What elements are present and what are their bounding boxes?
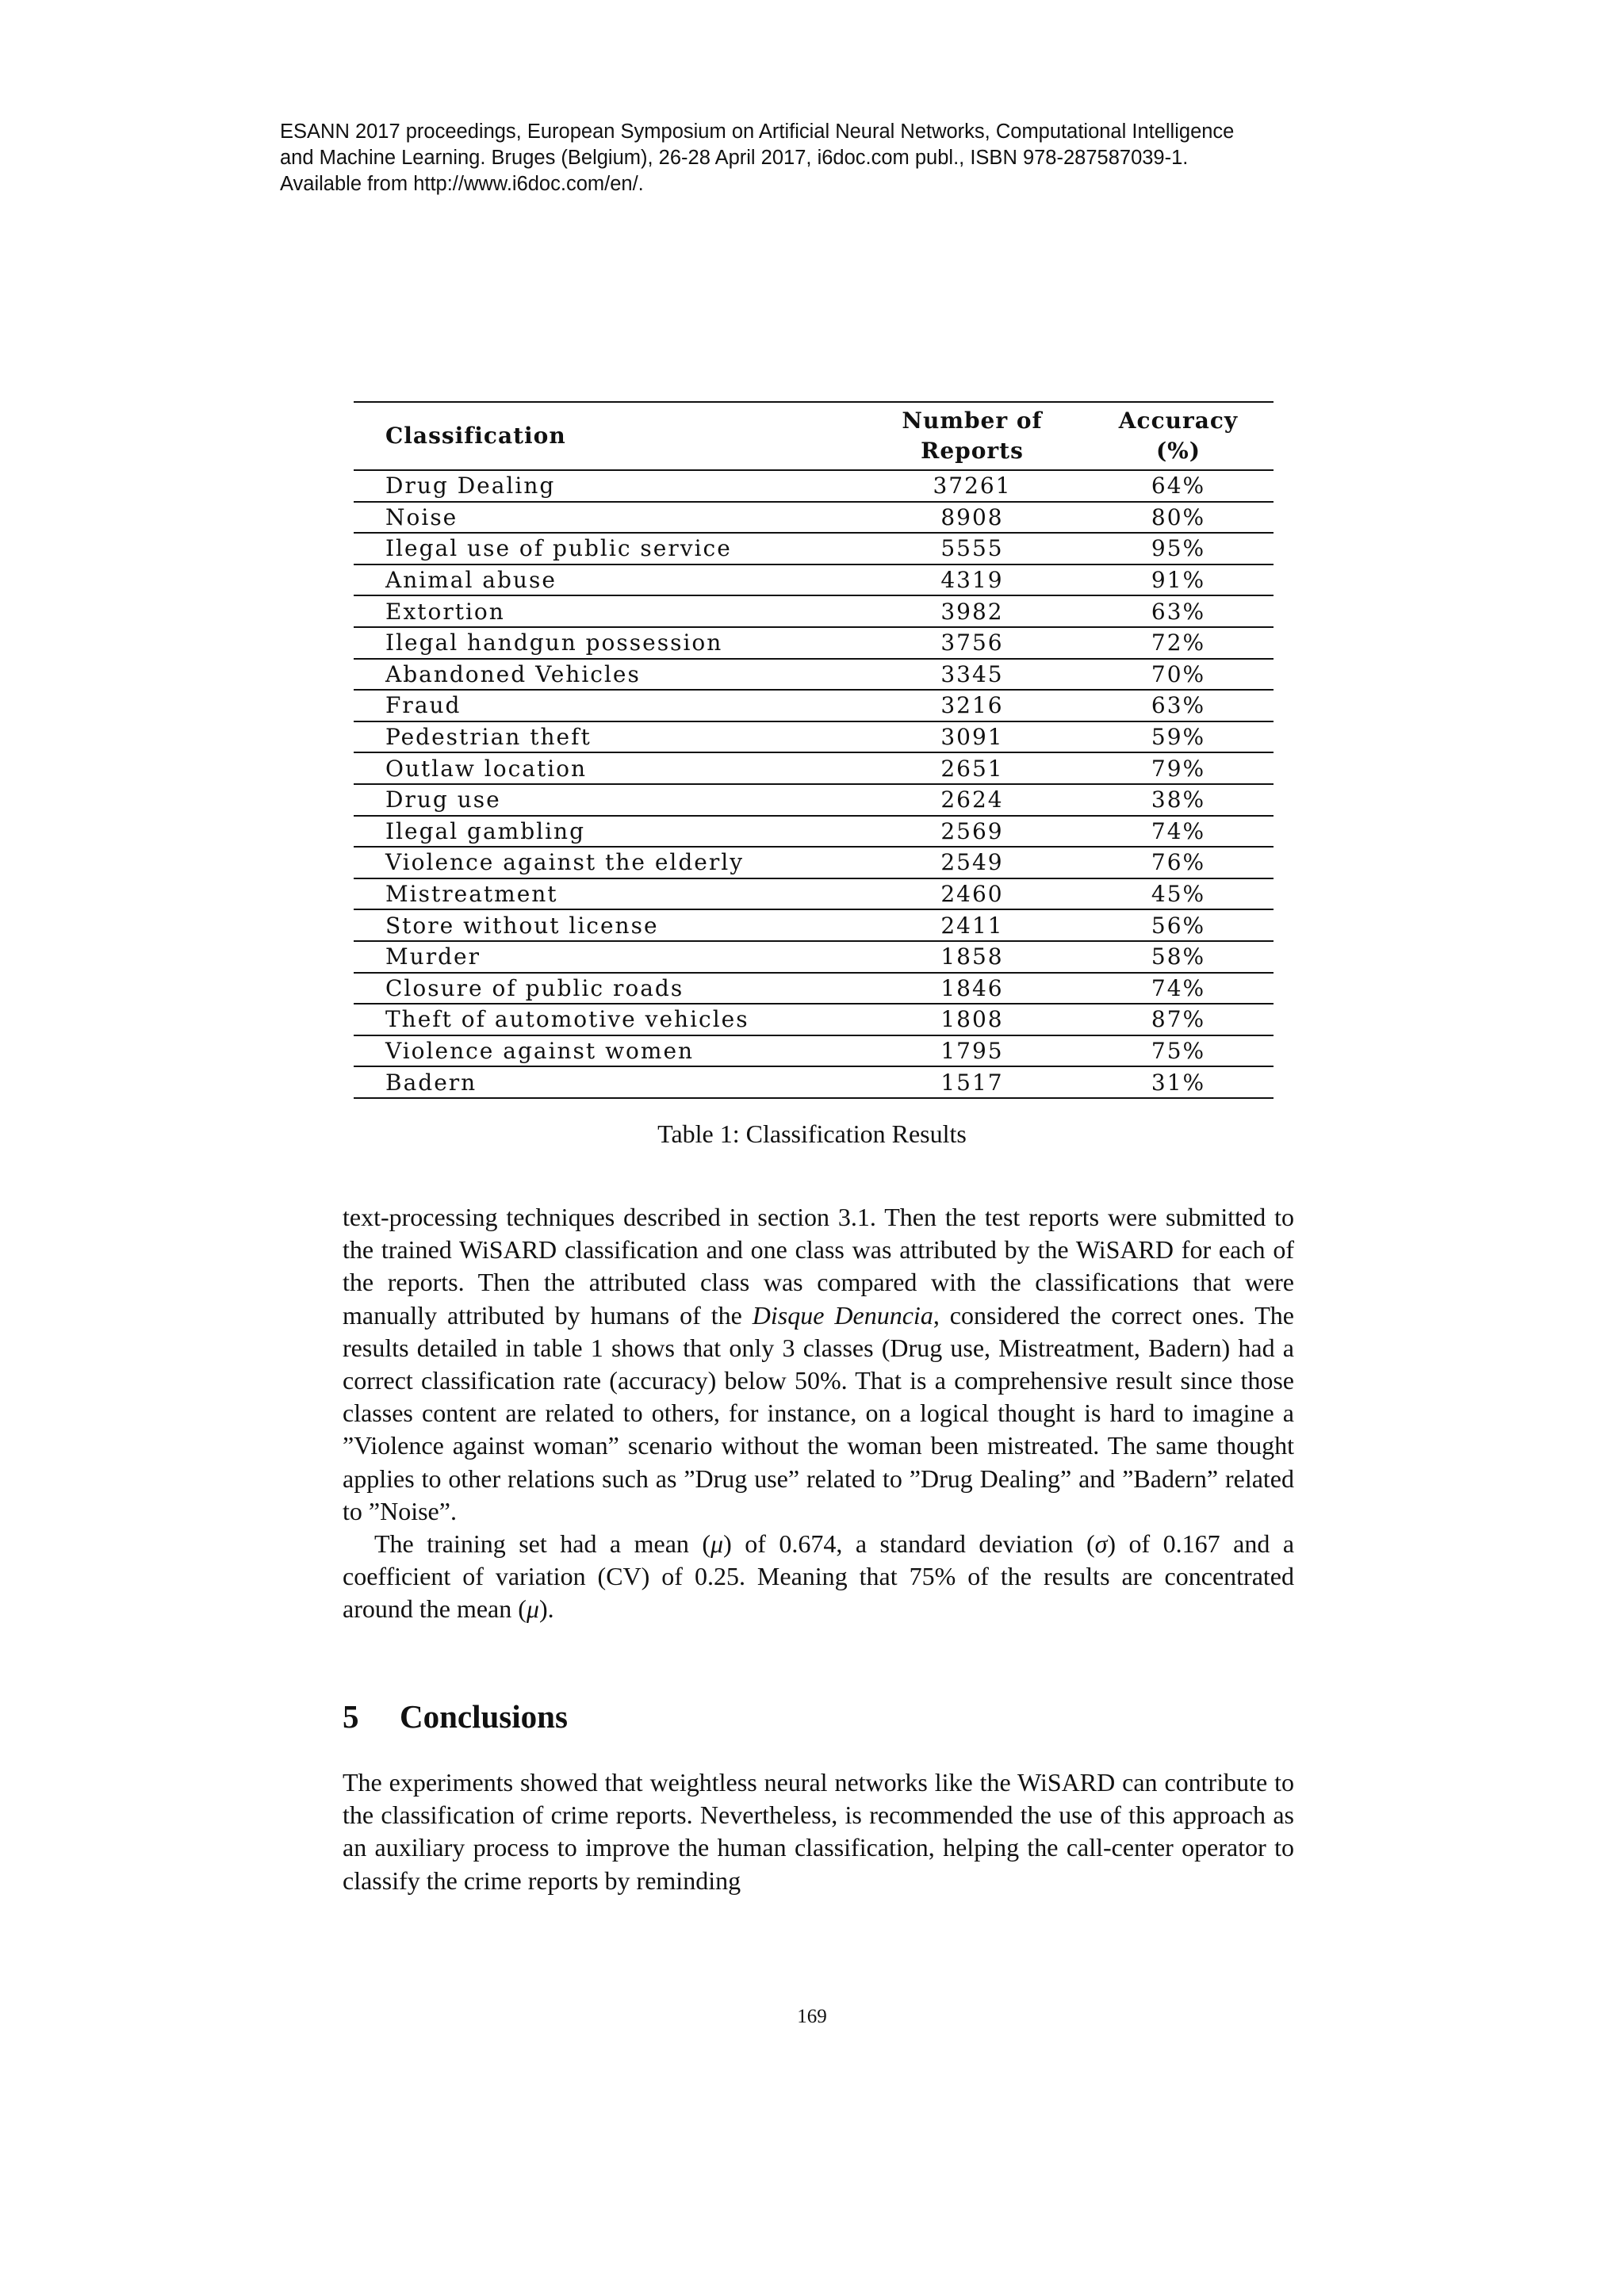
cell-number-of-reports: 1808 [940, 1006, 1004, 1033]
table-row [354, 816, 1274, 848]
header-line-1: ESANN 2017 proceedings, European Symposium on Artificial Neural Networks, Computational Intelligence [280, 121, 1235, 143]
cell-classification: Animal abuse [385, 567, 557, 594]
cell-number-of-reports: 3345 [940, 660, 1004, 687]
cell-classification: Drug use [385, 786, 501, 813]
table-row [354, 721, 1274, 753]
cell-accuracy: 63% [1151, 692, 1206, 719]
cell-number-of-reports: 4319 [940, 567, 1004, 594]
table-row [354, 878, 1274, 910]
cell-accuracy: 74% [1151, 974, 1206, 1001]
table-row [354, 470, 1274, 502]
table-row [354, 502, 1274, 534]
cell-accuracy: 56% [1151, 912, 1206, 939]
cell-classification: Outlaw location [385, 755, 588, 782]
cell-number-of-reports: 5555 [940, 535, 1004, 562]
cell-accuracy: 87% [1151, 1006, 1206, 1033]
sigma-symbol: σ [1094, 1529, 1108, 1559]
results-table [354, 401, 1274, 1099]
cell-number-of-reports: 2549 [940, 849, 1004, 876]
cell-number-of-reports: 3216 [940, 692, 1004, 719]
section-heading [343, 1697, 568, 1736]
cell-number-of-reports: 8908 [940, 503, 1004, 530]
cell-classification: Pedestrian theft [385, 724, 592, 751]
header-line-3: Available from http://www.i6doc.com/en/. [280, 173, 644, 195]
cell-classification: Theft of automotive vehicles [385, 1006, 749, 1033]
mu-symbol: μ [710, 1529, 724, 1559]
table-row [354, 941, 1274, 973]
cell-number-of-reports: 1846 [940, 974, 1004, 1001]
cell-number-of-reports: 1795 [940, 1037, 1004, 1064]
cell-number-of-reports: 2624 [940, 786, 1004, 813]
cell-number-of-reports: 3756 [940, 629, 1004, 656]
header-number-line2: Reports [921, 438, 1024, 464]
proceedings-header [280, 119, 1358, 197]
cell-classification: Abandoned Vehicles [385, 660, 641, 687]
table-row [354, 752, 1274, 784]
cell-accuracy: 80% [1151, 503, 1206, 530]
cell-number-of-reports: 2411 [940, 912, 1004, 939]
table-row [354, 1066, 1274, 1098]
cell-accuracy: 59% [1151, 724, 1206, 751]
section-title: Conclusions [400, 1698, 568, 1735]
cell-number-of-reports: 1517 [940, 1069, 1004, 1096]
paragraph-2-part-b: ) of 0.674, a standard deviation ( [723, 1529, 1095, 1559]
header-line-2: and Machine Learning. Bruges (Belgium), 26-28 April 2017, i6doc.com publ., ISBN 978-287587039-1. [280, 147, 1189, 169]
cell-classification: Closure of public roads [385, 974, 684, 1001]
cell-accuracy: 58% [1151, 943, 1206, 970]
mu-symbol-2: μ [526, 1594, 539, 1624]
table-row [354, 973, 1274, 1004]
paragraph-2-part-a: The training set had a mean ( [374, 1529, 711, 1559]
table-row [354, 533, 1274, 564]
classification-results-table [354, 401, 1274, 1099]
cell-accuracy: 64% [1151, 473, 1206, 499]
section-number: 5 [343, 1698, 359, 1735]
paragraph-2 [343, 1528, 1294, 1626]
cell-classification: Ilegal handgun possession [385, 629, 723, 656]
cell-number-of-reports: 37261 [933, 473, 1012, 499]
table-row [354, 1004, 1274, 1035]
table-row [354, 627, 1274, 659]
cell-classification: Mistreatment [385, 881, 558, 908]
header-classification: Classification [385, 423, 566, 449]
cell-accuracy: 31% [1151, 1069, 1206, 1096]
cell-accuracy: 72% [1151, 629, 1206, 656]
table-row [354, 595, 1274, 627]
cell-accuracy: 38% [1151, 786, 1206, 813]
paragraph-1-part-a: text-processing techniques described in section 3.1. Then the test reports were submitted to the trained WiSARD classification and one class was attributed by the WiSARD for each of the reports. Then the attributed class was compared with the classifications that were manually attributed by humans of the [343, 1203, 1294, 1330]
cell-number-of-reports: 1858 [940, 943, 1004, 970]
table-caption: Table 1: Classification Results [657, 1119, 967, 1148]
cell-accuracy: 63% [1151, 598, 1206, 625]
paragraph-1-italic: Disque Denuncia [752, 1300, 933, 1330]
header-accuracy-line2: (%) [1155, 438, 1201, 464]
cell-classification: Drug Dealing [385, 473, 556, 499]
header-accuracy [1083, 402, 1274, 470]
cell-classification: Violence against the elderly [385, 849, 745, 876]
cell-classification: Murder [385, 943, 481, 970]
results-discussion [343, 1201, 1294, 1626]
table-row [354, 659, 1274, 691]
cell-number-of-reports: 3982 [940, 598, 1004, 625]
page-number: 169 [797, 2006, 827, 2027]
paragraph-2-part-d: ). [538, 1594, 554, 1624]
cell-classification: Fraud [385, 692, 462, 719]
header-number-line1: Number of [902, 408, 1043, 434]
paragraph-1 [343, 1201, 1294, 1528]
cell-accuracy: 74% [1151, 817, 1206, 844]
cell-accuracy: 45% [1151, 881, 1206, 908]
cell-classification: Ilegal use of public service [385, 535, 732, 562]
conclusions-paragraph: The experiments showed that weightless neural networks like the WiSARD can contribute to the classification of crime reports. Nevertheless, is recommended the use of this approach as an auxiliary process to improve the human classification, helping the call-center operator to classify the crime reports by reminding [343, 1768, 1294, 1895]
cell-accuracy: 70% [1151, 660, 1206, 687]
paragraph-1-part-b: , considered the correct ones. The results detailed in table 1 shows that only 3 classes (Drug use, Mistreatment, Badern) had a correct classification rate (accuracy) below 50%. That is a comprehensive result since those classes content are related to others, for instance, on a logical thought is hard to imagine a ”Violence against woman” scenario without the woman been mistreated. The same thought applies to other relations such as ”Drug use” related to ”Drug Dealing” and ”Badern” related to ”Noise”. [343, 1300, 1295, 1525]
table-body [354, 470, 1274, 1098]
cell-accuracy: 79% [1151, 755, 1206, 782]
table-row [354, 909, 1274, 941]
table-header-row [354, 402, 1274, 470]
conclusions-text [343, 1766, 1294, 1897]
cell-classification: Violence against women [385, 1037, 695, 1064]
table-row [354, 564, 1274, 596]
cell-number-of-reports: 2460 [940, 881, 1004, 908]
table-row [354, 847, 1274, 878]
cell-classification: Ilegal gambling [385, 817, 586, 844]
header-accuracy-line1: Accuracy [1118, 408, 1239, 434]
paragraph-2-part-c: ) of 0.167 and a coefficient of variation (CV) of 0.25. Meaning that 75% of the results are concentrated around the mean ( [343, 1529, 1295, 1624]
table-row [354, 784, 1274, 816]
cell-classification: Extortion [385, 598, 505, 625]
table-row [354, 690, 1274, 721]
table-row [354, 1035, 1274, 1067]
cell-number-of-reports: 3091 [940, 724, 1004, 751]
cell-classification: Badern [385, 1069, 477, 1096]
cell-number-of-reports: 2651 [940, 755, 1004, 782]
cell-accuracy: 95% [1151, 535, 1206, 562]
cell-accuracy: 91% [1151, 567, 1206, 594]
cell-accuracy: 76% [1151, 849, 1206, 876]
cell-classification: Store without license [385, 912, 659, 939]
cell-accuracy: 75% [1151, 1037, 1206, 1064]
cell-number-of-reports: 2569 [940, 817, 1004, 844]
cell-classification: Noise [385, 503, 458, 530]
header-number-of-reports [861, 402, 1083, 470]
